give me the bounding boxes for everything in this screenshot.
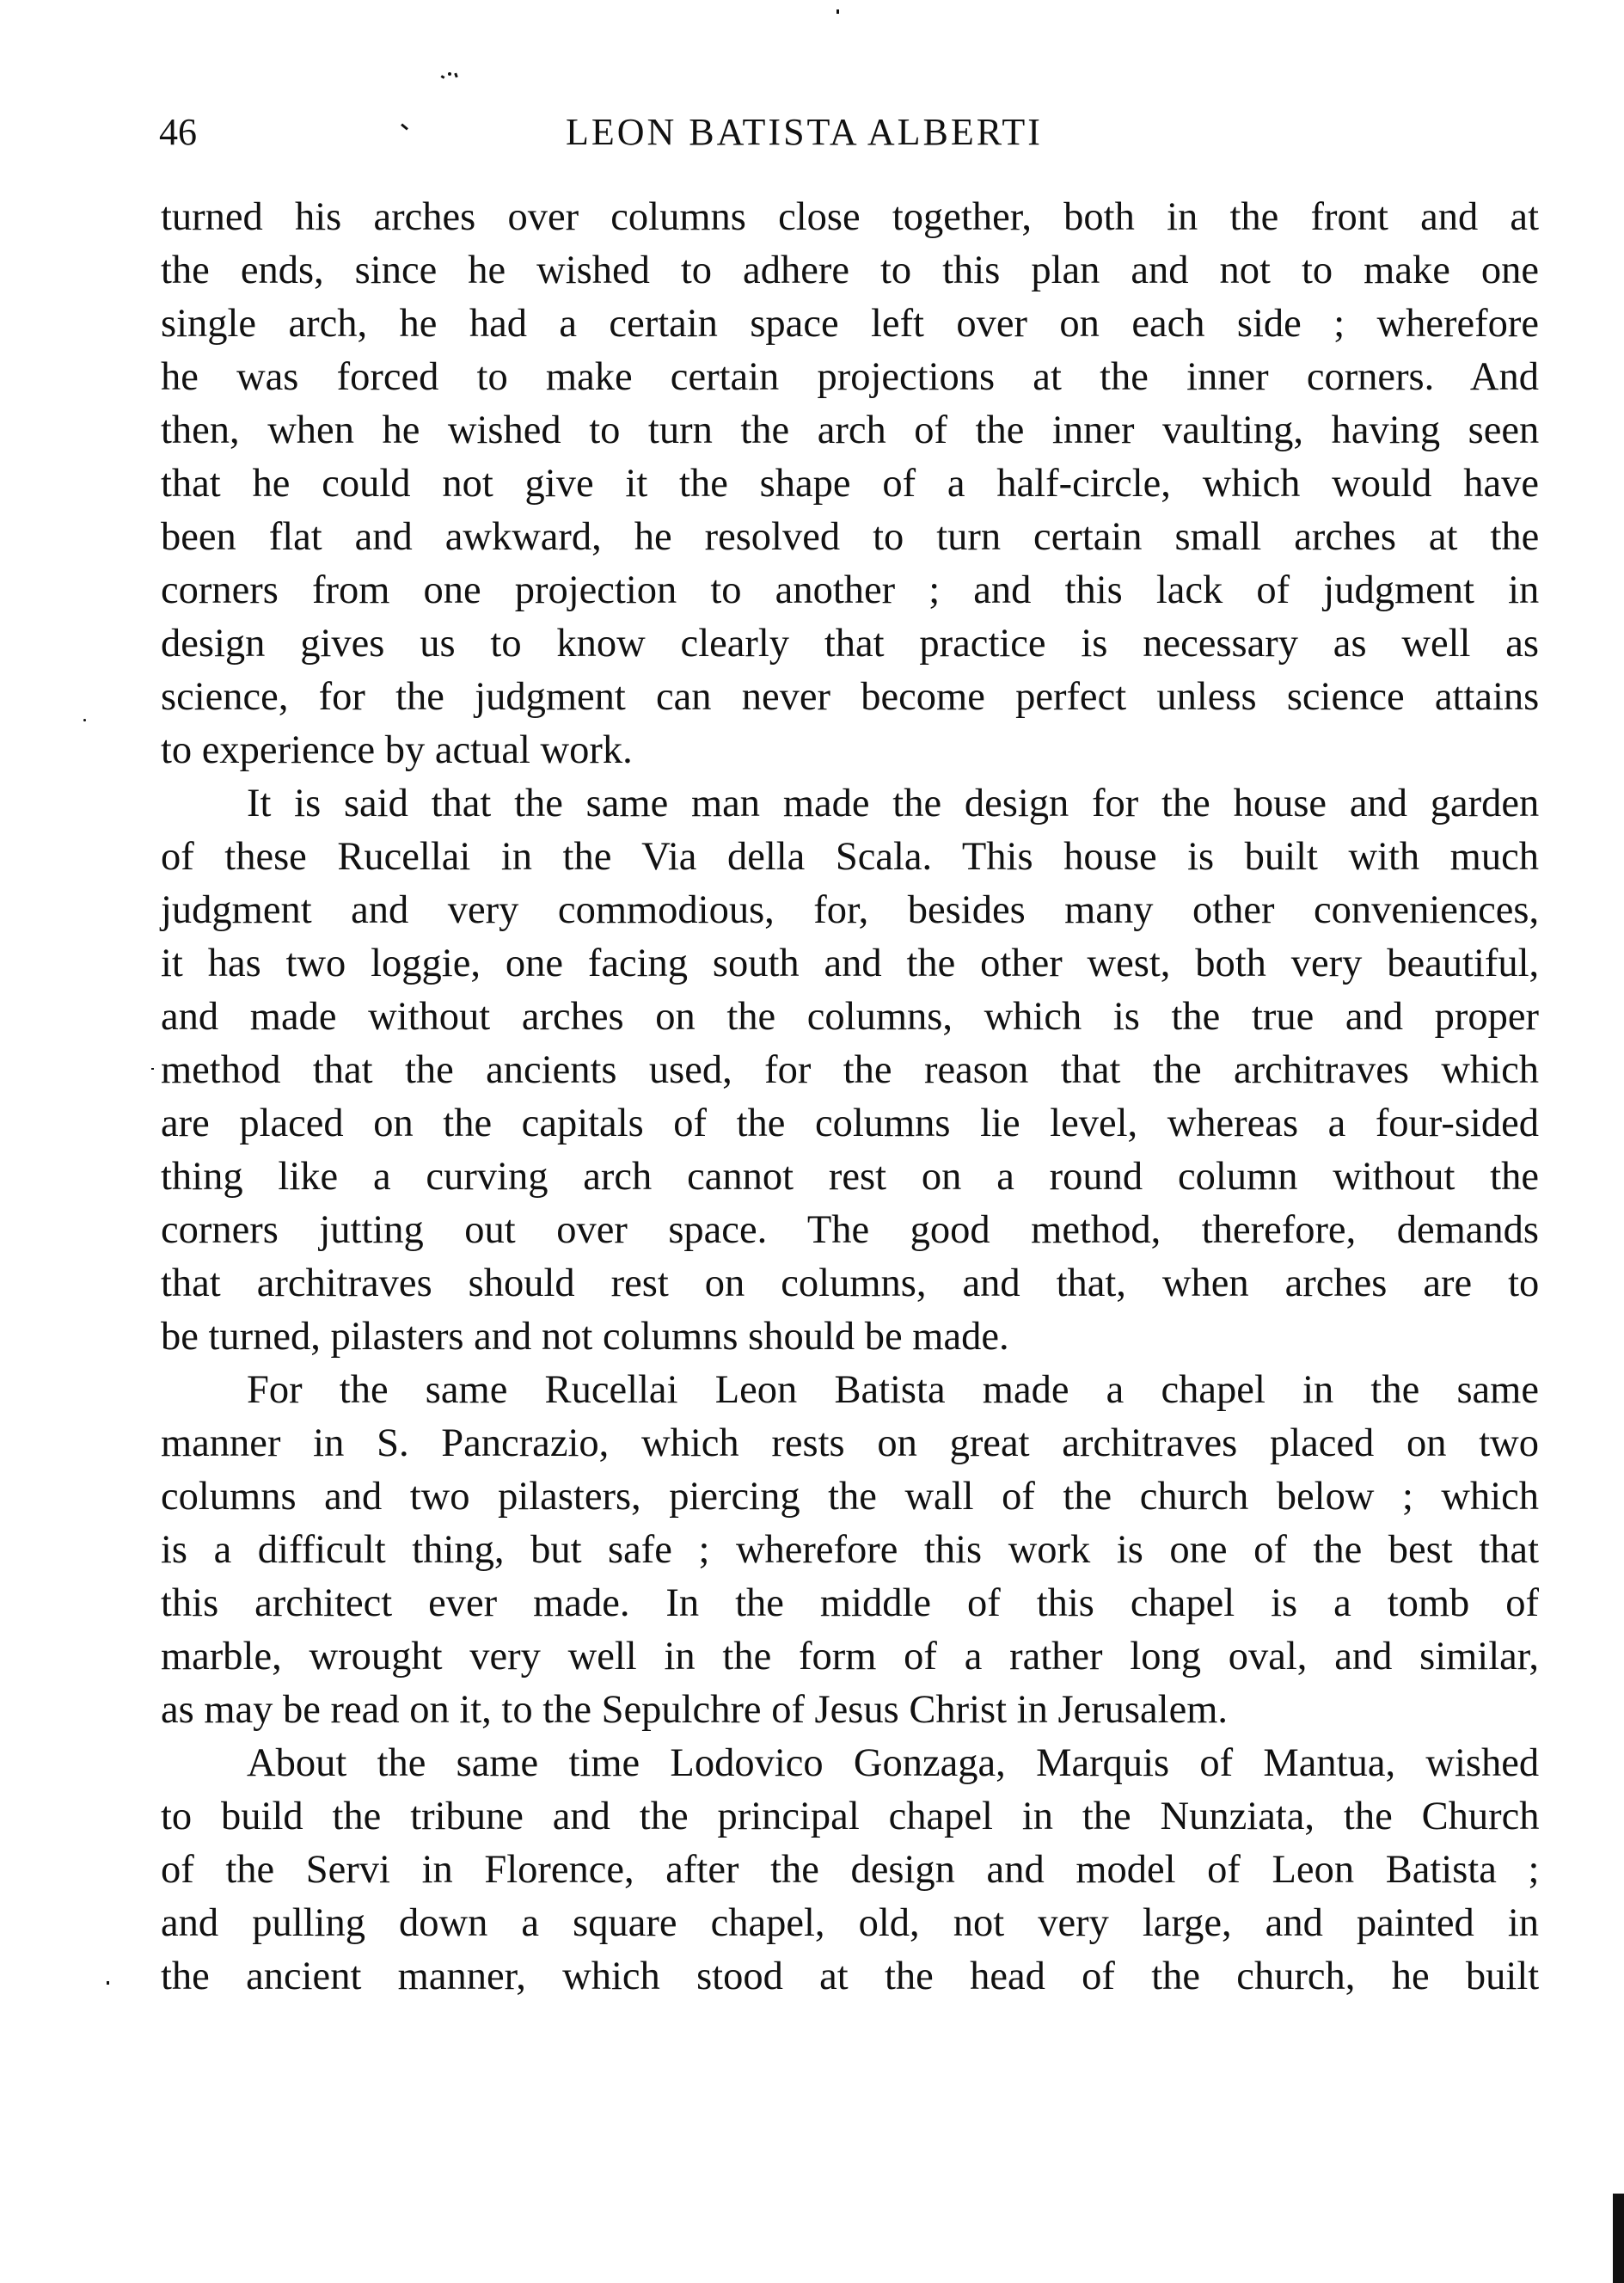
text-line: science, for the judgment can never become perfect unless science attains: [161, 675, 1540, 719]
text-line: manner in S. Pancrazio, which rests on great architraves placed on two: [161, 1421, 1539, 1465]
running-head: [159, 110, 1539, 155]
text-line: that he could not give it the shape of a half-circle, which would have: [161, 462, 1539, 506]
body-text: [161, 191, 1539, 2004]
text-line: are placed on the capitals of the columns lie level, whereas a four-sided: [161, 1102, 1539, 1145]
text-line: it has two loggie, one facing south and the other west, both very beautiful,: [161, 942, 1540, 985]
paragraph: [161, 1364, 1539, 1737]
scan-speck: [83, 719, 86, 721]
text-line: of the Servi in Florence, after the design and model of Leon Batista ;: [161, 1848, 1540, 1892]
text-line: design gives us to know clearly that practice is necessary as well as: [161, 622, 1539, 666]
text-line: corners jutting out over space. The good method, therefore, demands: [161, 1208, 1539, 1252]
scan-speck: [107, 1981, 109, 1985]
running-title: LEON BATISTA ALBERTI: [566, 111, 1043, 153]
text-line: been flat and awkward, he resolved to turn certain small arches at the: [161, 515, 1540, 559]
text-line: judgment and very commodious, for, besides many other conveniences,: [161, 888, 1540, 932]
text-line: the ancient manner, which stood at the head of the church, he built: [161, 1955, 1540, 1998]
text-line: that architraves should rest on columns, and that, when arches are to: [161, 1261, 1540, 1305]
text-line: thing like a curving arch cannot rest on a round column without the: [161, 1155, 1539, 1199]
text-line: About the same time Lodovico Gonzaga, Marquis of Mantua, wished: [247, 1741, 1540, 1785]
scan-speck: [151, 1068, 154, 1070]
scan-speck: [454, 73, 458, 78]
text-line: be turned, pilasters and not columns should be made.: [161, 1315, 1009, 1359]
scan-speck: [448, 72, 451, 76]
text-line: and pulling down a square chapel, old, not very large, and painted in: [161, 1901, 1539, 1945]
text-line: to experience by actual work.: [161, 728, 633, 772]
text-line: corners from one projection to another ; and this lack of judgment in: [161, 568, 1540, 612]
scan-speck: [837, 9, 839, 14]
text-line: and made without arches on the columns, which is the true and proper: [161, 995, 1539, 1039]
page-number: 46: [159, 111, 197, 153]
scan-speck: [441, 75, 445, 79]
text-line: is a difficult thing, but safe ; wherefore this work is one of the best that: [161, 1528, 1539, 1572]
text-line: columns and two pilasters, piercing the wall of the church below ; which: [161, 1475, 1540, 1519]
text-line: It is said that the same man made the design for the house and garden: [247, 782, 1540, 825]
paragraph: [161, 777, 1539, 1364]
paragraph: [161, 1737, 1539, 2004]
text-line: marble, wrought very well in the form of a rather long oval, and similar,: [161, 1635, 1540, 1678]
text-line: to build the tribune and the principal chapel in the Nunziata, the Church: [161, 1795, 1540, 1838]
text-line: this architect ever made. In the middle of this chapel is a tomb of: [161, 1581, 1539, 1625]
paragraph: [161, 191, 1539, 777]
text-line: For the same Rucellai Leon Batista made a chapel in the same: [247, 1368, 1539, 1412]
text-line: turned his arches over columns close together, both in the front and at: [161, 195, 1539, 239]
text-line: single arch, he had a certain space left over on each side ; wherefore: [161, 302, 1539, 346]
text-line: of these Rucellai in the Via della Scala. This house is built with much: [161, 835, 1539, 879]
text-line: then, when he wished to turn the arch of the inner vaulting, having seen: [161, 408, 1540, 452]
scan-edge-bar: [1613, 2194, 1624, 2283]
text-line: the ends, since he wished to adhere to this plan and not to make one: [161, 249, 1539, 292]
text-line: as may be read on it, to the Sepulchre of Jesus Christ in Jerusalem.: [161, 1688, 1229, 1732]
text-line: he was forced to make certain projections at the inner corners. And: [161, 355, 1539, 399]
text-line: method that the ancients used, for the reason that the architraves which: [161, 1048, 1539, 1092]
